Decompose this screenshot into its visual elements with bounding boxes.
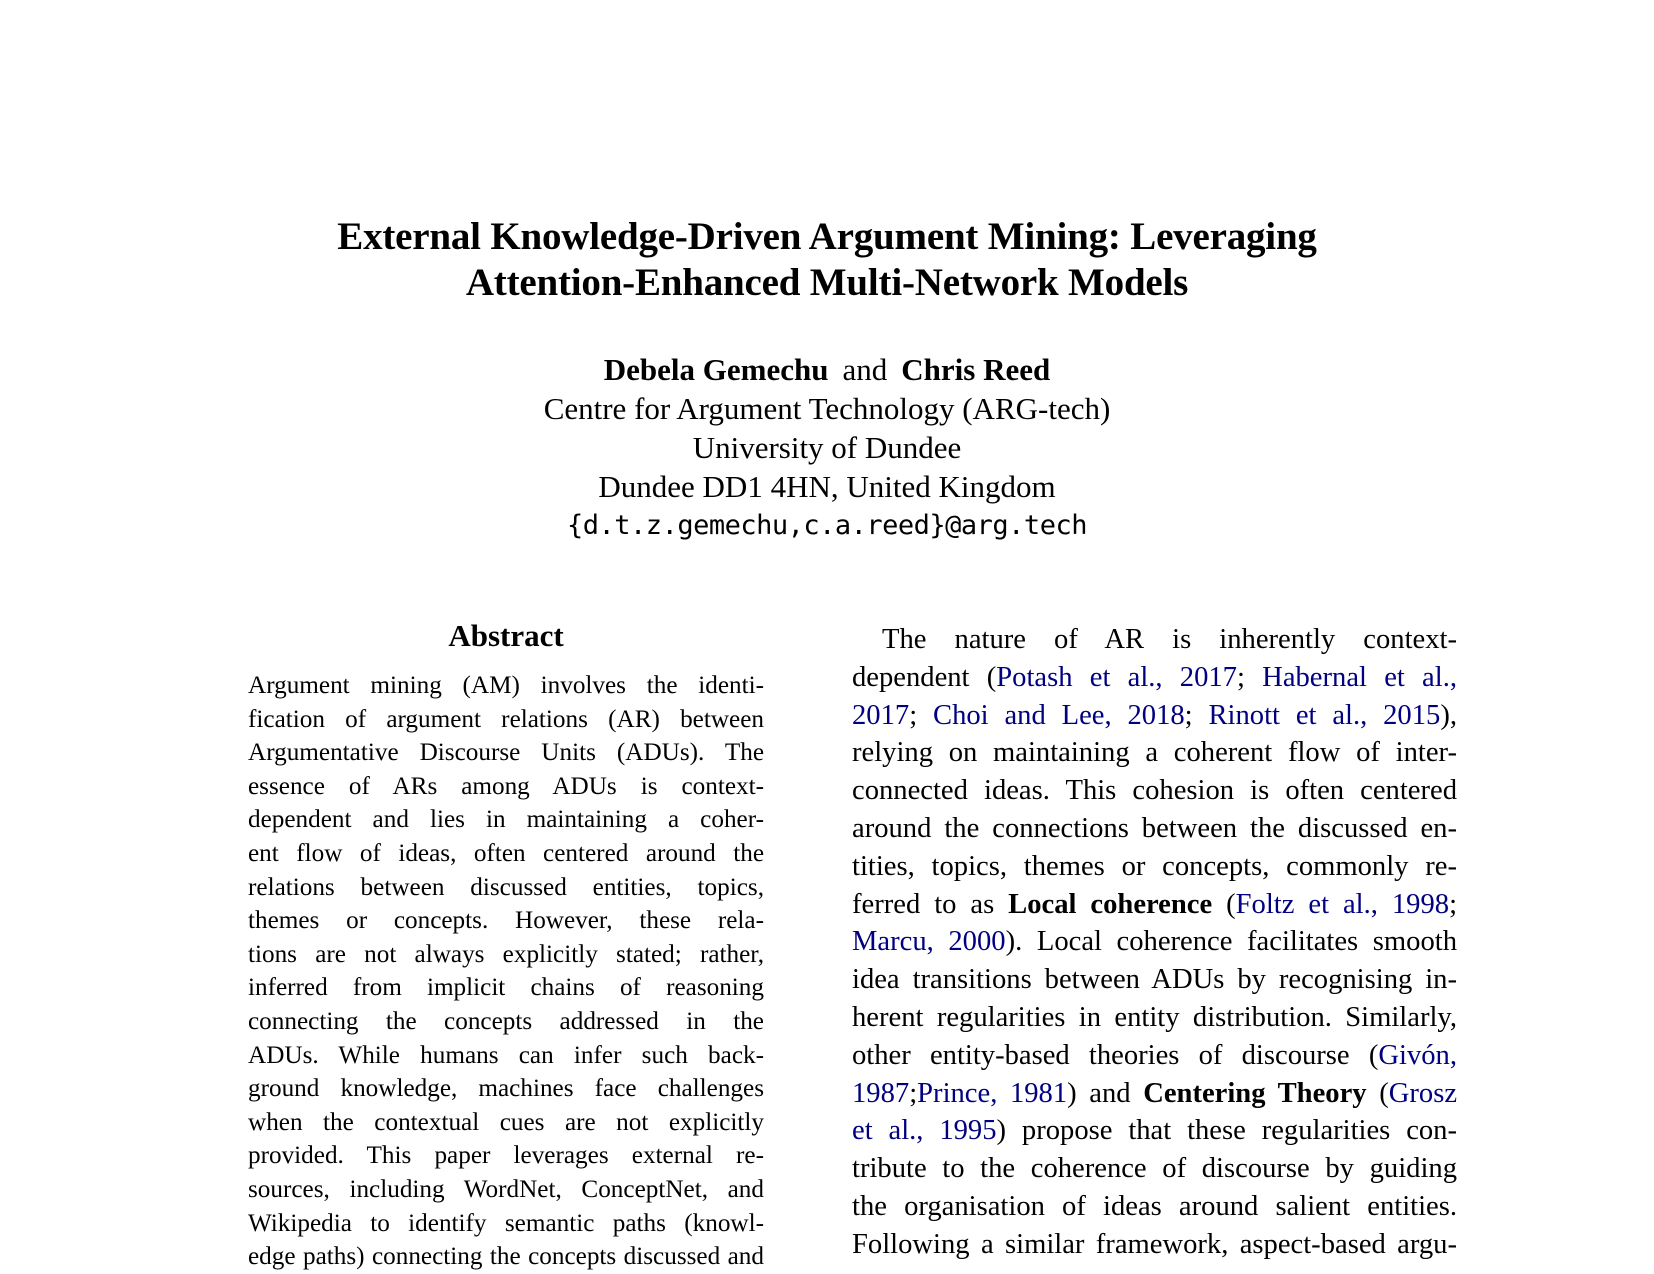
citation-link-grosz-year[interactable]: et al., 1995	[852, 1115, 997, 1147]
intro-line	[852, 1037, 1457, 1075]
term-centering-theory: Centering Theory	[1143, 1077, 1367, 1109]
text: ) propose that these regularities con-	[996, 1115, 1457, 1147]
intro-line: around the connections between the discussed en-	[852, 812, 1457, 844]
abstract-line: provided. This paper leverages external re-	[248, 1142, 764, 1170]
author-names	[0, 350, 1654, 389]
author-conjunction: and	[842, 352, 888, 387]
intro-line	[852, 1112, 1457, 1150]
text: ),	[1440, 699, 1457, 731]
abstract-line: relations between discussed entities, topics,	[248, 873, 764, 901]
intro-line	[852, 659, 1457, 697]
abstract-line: essence of ARs among ADUs is context-	[248, 772, 764, 800]
paper-title	[0, 214, 1654, 306]
intro-line: the organisation of ideas around salient entities.	[852, 1190, 1457, 1222]
abstract-line: when the contextual cues are not explicitly	[248, 1108, 764, 1136]
affiliation-line-3: Dundee DD1 4HN, United Kingdom	[598, 469, 1056, 504]
intro-line: connected ideas. This cohesion is often centered	[852, 775, 1457, 807]
intro-line	[852, 923, 1457, 961]
citation-link-grosz[interactable]: Grosz	[1388, 1077, 1458, 1109]
text: ). Local coherence facilitates smooth	[1005, 926, 1457, 958]
abstract-line: Argument mining (AM) involves the identi-	[248, 672, 764, 699]
intro-line: herent regularities in entity distribution. Similarly,	[852, 1001, 1457, 1033]
text: ;	[909, 699, 933, 731]
intro-line: The nature of AR is inherently context-	[882, 624, 1457, 655]
text: ;	[1184, 699, 1209, 731]
citation-link-givon[interactable]: Givón,	[1378, 1039, 1457, 1071]
text: dependent (	[852, 661, 997, 693]
citation-link-habernal-year[interactable]: 2017	[852, 699, 910, 731]
text: other entity-based theories of discourse (	[852, 1039, 1379, 1071]
term-local-coherence: Local coherence	[1008, 888, 1213, 920]
citation-link-habernal[interactable]: Habernal et al.,	[1262, 661, 1457, 693]
title-line-1: External Knowledge-Driven Argument Mining: Leveraging	[337, 215, 1317, 258]
intro-line: tribute to the coherence of discourse by guiding	[852, 1153, 1457, 1185]
intro-line: tities, topics, themes or concepts, commonly re-	[852, 850, 1457, 882]
abstract-line: ADUs. While humans can infer such back-	[248, 1041, 764, 1069]
author-email: {d.t.z.gemechu,c.a.reed}@arg.tech	[567, 510, 1087, 541]
abstract-line: edge paths) connecting the concepts discussed and	[248, 1243, 764, 1271]
abstract-line: Wikipedia to identify semantic paths (knowl-	[248, 1209, 764, 1237]
text: ;	[909, 1077, 918, 1109]
citation-link-givon-year[interactable]: 1987	[852, 1077, 910, 1109]
abstract-line: tions are not always explicitly stated; rather,	[248, 940, 764, 968]
intro-line: Following a similar framework, aspect-based argu-	[852, 1228, 1457, 1260]
text: ferred to as	[852, 888, 1009, 920]
abstract-line: ground knowledge, machines face challenges	[248, 1075, 764, 1103]
text: ;	[1449, 888, 1458, 920]
citation-link-choi[interactable]: Choi and Lee, 2018	[933, 699, 1185, 731]
text: ) and	[1067, 1077, 1144, 1109]
abstract-line: ent flow of ideas, often centered around the	[248, 839, 764, 867]
author-block	[0, 350, 1654, 545]
abstract-line: themes or concepts. However, these rela-	[248, 907, 764, 935]
author-1: Debela Gemechu	[603, 352, 829, 387]
abstract-line: sources, including WordNet, ConceptNet, and	[248, 1175, 764, 1203]
abstract-body	[248, 669, 764, 1274]
intro-line	[852, 886, 1457, 924]
author-2: Chris Reed	[901, 352, 1051, 387]
text: ;	[1236, 661, 1263, 693]
title-line-2: Attention-Enhanced Multi-Network Models	[465, 261, 1189, 304]
intro-line: relying on maintaining a coherent flow of inter-	[852, 737, 1457, 769]
affiliation-line-1: Centre for Argument Technology (ARG-tech)	[543, 391, 1111, 426]
citation-link-rinott[interactable]: Rinott et al., 2015	[1208, 699, 1441, 731]
intro-line	[852, 1075, 1457, 1113]
citation-link-prince[interactable]: Prince, 1981	[917, 1077, 1068, 1109]
introduction-text	[852, 621, 1457, 1264]
abstract-line: connecting the concepts addressed in the	[248, 1007, 764, 1035]
abstract-line: inferred from implicit chains of reasoning	[248, 974, 764, 1002]
abstract-heading: Abstract	[448, 618, 564, 653]
intro-line	[852, 697, 1457, 735]
intro-line: idea transitions between ADUs by recognising in-	[852, 964, 1457, 996]
affiliation-line-2: University of Dundee	[692, 430, 962, 465]
text: (	[1212, 888, 1236, 920]
citation-link-marcu[interactable]: Marcu, 2000	[852, 926, 1006, 958]
citation-link-potash[interactable]: Potash et al., 2017	[996, 661, 1237, 693]
abstract-line: dependent and lies in maintaining a coher-	[248, 806, 764, 834]
abstract-line: Argumentative Discourse Units (ADUs). The	[248, 739, 764, 767]
abstract-line: fication of argument relations (AR) between	[248, 705, 764, 733]
citation-link-foltz[interactable]: Foltz et al., 1998	[1235, 888, 1450, 920]
text: (	[1366, 1077, 1389, 1109]
